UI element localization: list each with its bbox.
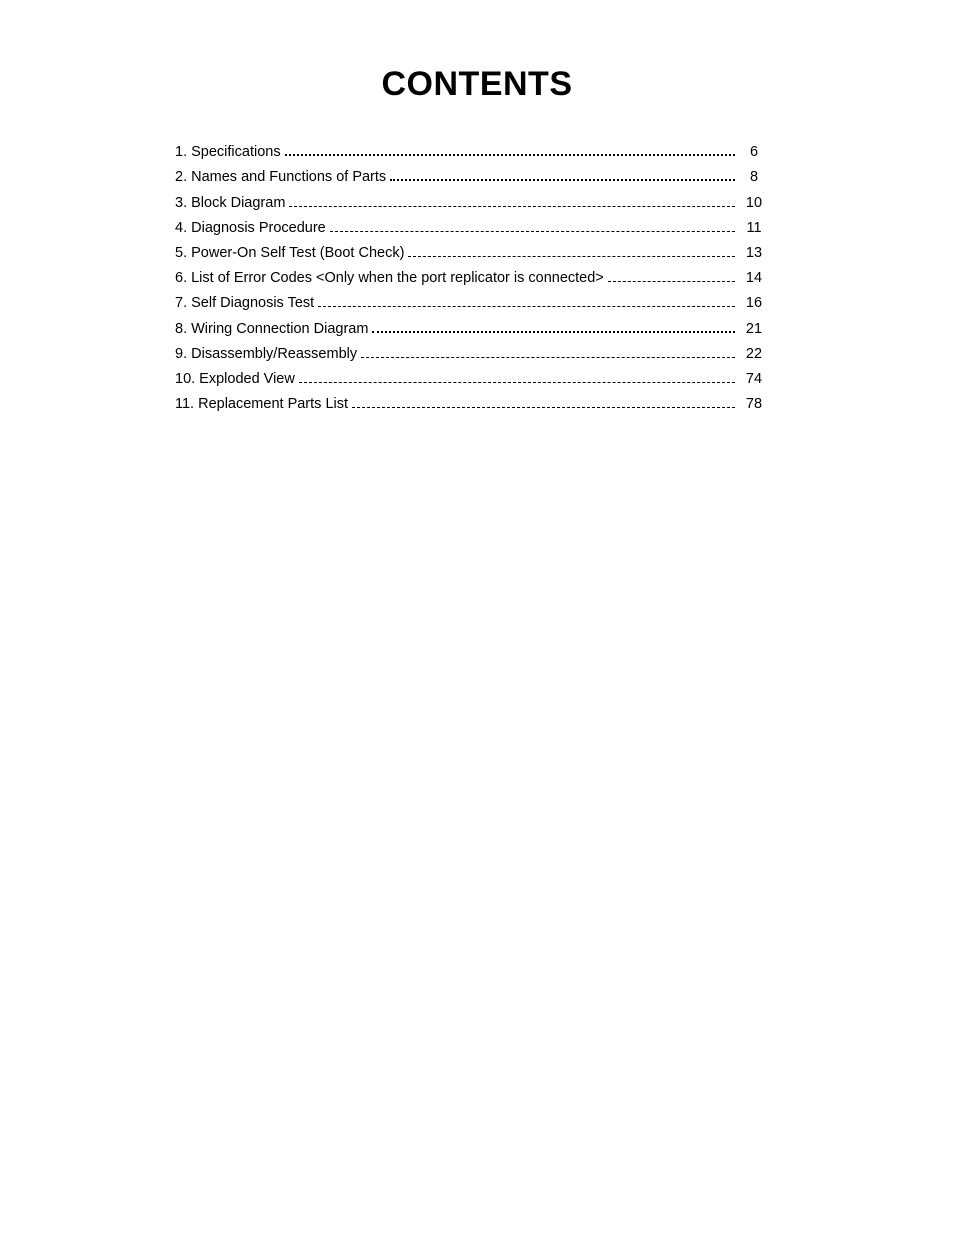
toc-entry-page: 78 (745, 396, 763, 413)
toc-entry-disassembly-reassembly[interactable] (175, 338, 767, 363)
toc-entry-label: 8. Wiring Connection Diagram (175, 320, 369, 337)
toc-entry-specifications[interactable] (175, 136, 767, 161)
toc-entry-page: 16 (745, 295, 763, 312)
toc-entry-label: 7. Self Diagnosis Test (175, 295, 315, 312)
page-title: CONTENTS (381, 65, 573, 103)
toc-entry-page: 6 (749, 144, 759, 161)
toc-leader-dots (352, 407, 735, 408)
toc-entry-page: 13 (745, 244, 763, 261)
toc-entry-self-diagnosis-test[interactable] (175, 287, 767, 312)
toc-leader-dots (361, 357, 735, 358)
toc-entry-label: 11. Replacement Parts List (175, 396, 349, 413)
toc-leader-dots (390, 179, 735, 181)
toc-entry-power-on-self-test[interactable] (175, 237, 767, 262)
toc-entry-page: 22 (745, 345, 763, 362)
toc-entry-page: 74 (745, 370, 763, 387)
toc-entry-exploded-view[interactable] (175, 363, 767, 388)
toc-entry-page: 14 (745, 270, 763, 287)
toc-entry-names-and-functions[interactable] (175, 161, 767, 186)
toc-entry-page: 10 (745, 194, 763, 211)
toc-leader-dots (608, 281, 735, 282)
toc-leader-dots (372, 331, 735, 333)
toc-entry-page: 11 (746, 219, 762, 236)
toc-entry-label: 4. Diagnosis Procedure (175, 219, 326, 236)
toc-entry-wiring-connection-diagram[interactable] (175, 312, 767, 337)
toc-entry-label: 6. List of Error Codes <Only when the port replicator is connected> (175, 270, 604, 287)
toc-leader-dots (285, 154, 735, 156)
toc-leader-dots (289, 206, 735, 207)
toc-entry-block-diagram[interactable] (175, 186, 767, 211)
toc-entry-label: 5. Power-On Self Test (Boot Check) (175, 244, 405, 261)
toc-entry-page: 21 (745, 320, 763, 337)
table-of-contents (175, 136, 767, 413)
toc-entry-diagnosis-procedure[interactable] (175, 212, 767, 237)
toc-entry-label: 1. Specifications (175, 144, 281, 161)
toc-leader-dots (299, 382, 735, 383)
toc-entry-label: 9. Disassembly/Reassembly (175, 345, 358, 362)
toc-leader-dots (330, 231, 735, 232)
toc-entry-page: 8 (749, 169, 759, 186)
toc-entry-replacement-parts-list[interactable] (175, 388, 767, 413)
toc-leader-dots (408, 256, 735, 257)
toc-entry-label: 10. Exploded View (175, 370, 295, 387)
toc-entry-label: 2. Names and Functions of Parts (175, 169, 387, 186)
toc-entry-error-codes[interactable] (175, 262, 767, 287)
toc-leader-dots (318, 306, 735, 307)
toc-entry-label: 3. Block Diagram (175, 194, 286, 211)
